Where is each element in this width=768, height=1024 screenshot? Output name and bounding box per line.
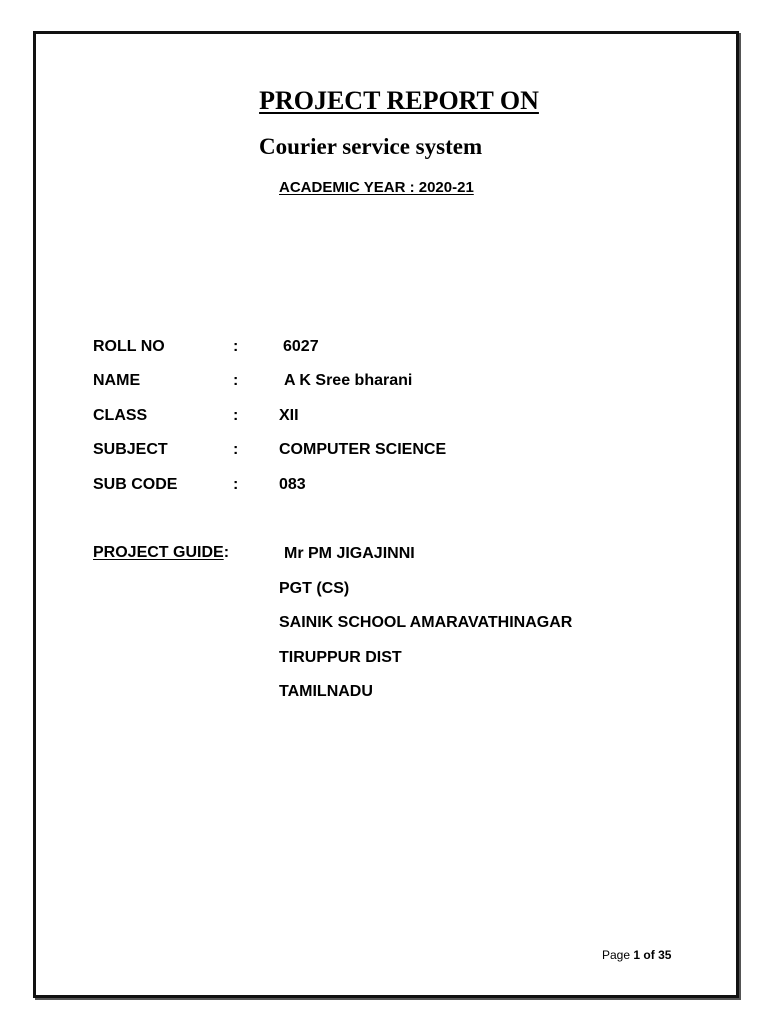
field-colon: : bbox=[233, 476, 239, 493]
guide-school: SAINIK SCHOOL AMARAVATHINAGAR bbox=[279, 614, 573, 631]
field-colon: : bbox=[233, 407, 239, 424]
field-label: SUBJECT bbox=[93, 441, 168, 458]
guide-state: TAMILNADU bbox=[279, 683, 373, 700]
page-of-word: of bbox=[643, 948, 655, 962]
guide-district: TIRUPPUR DIST bbox=[279, 649, 402, 666]
field-colon: : bbox=[233, 372, 239, 389]
field-label: CLASS bbox=[93, 407, 148, 424]
academic-year: ACADEMIC YEAR : 2020-21 bbox=[279, 179, 474, 196]
field-colon: : bbox=[233, 441, 239, 458]
report-subtitle: Courier service system bbox=[259, 134, 483, 159]
field-colon: : bbox=[233, 338, 239, 355]
field-value: 6027 bbox=[283, 338, 319, 355]
field-label: SUB CODE bbox=[93, 476, 178, 493]
page-current: 1 bbox=[633, 948, 641, 962]
page-number bbox=[602, 948, 671, 962]
project-guide-colon: : bbox=[223, 544, 230, 561]
field-value: XII bbox=[279, 407, 299, 424]
project-guide-label bbox=[93, 544, 229, 562]
field-label: ROLL NO bbox=[93, 338, 165, 355]
guide-designation: PGT (CS) bbox=[279, 580, 350, 597]
report-title: PROJECT REPORT ON bbox=[259, 86, 539, 115]
page-border bbox=[33, 31, 739, 998]
project-guide-text: PROJECT GUIDE bbox=[93, 544, 224, 561]
field-value: COMPUTER SCIENCE bbox=[279, 441, 447, 458]
field-value: A K Sree bharani bbox=[284, 372, 413, 389]
page-word: Page bbox=[602, 948, 631, 962]
field-label: NAME bbox=[93, 372, 141, 389]
guide-name: Mr PM JIGAJINNI bbox=[284, 545, 415, 562]
page-total: 35 bbox=[658, 948, 672, 962]
field-value: 083 bbox=[279, 476, 306, 493]
